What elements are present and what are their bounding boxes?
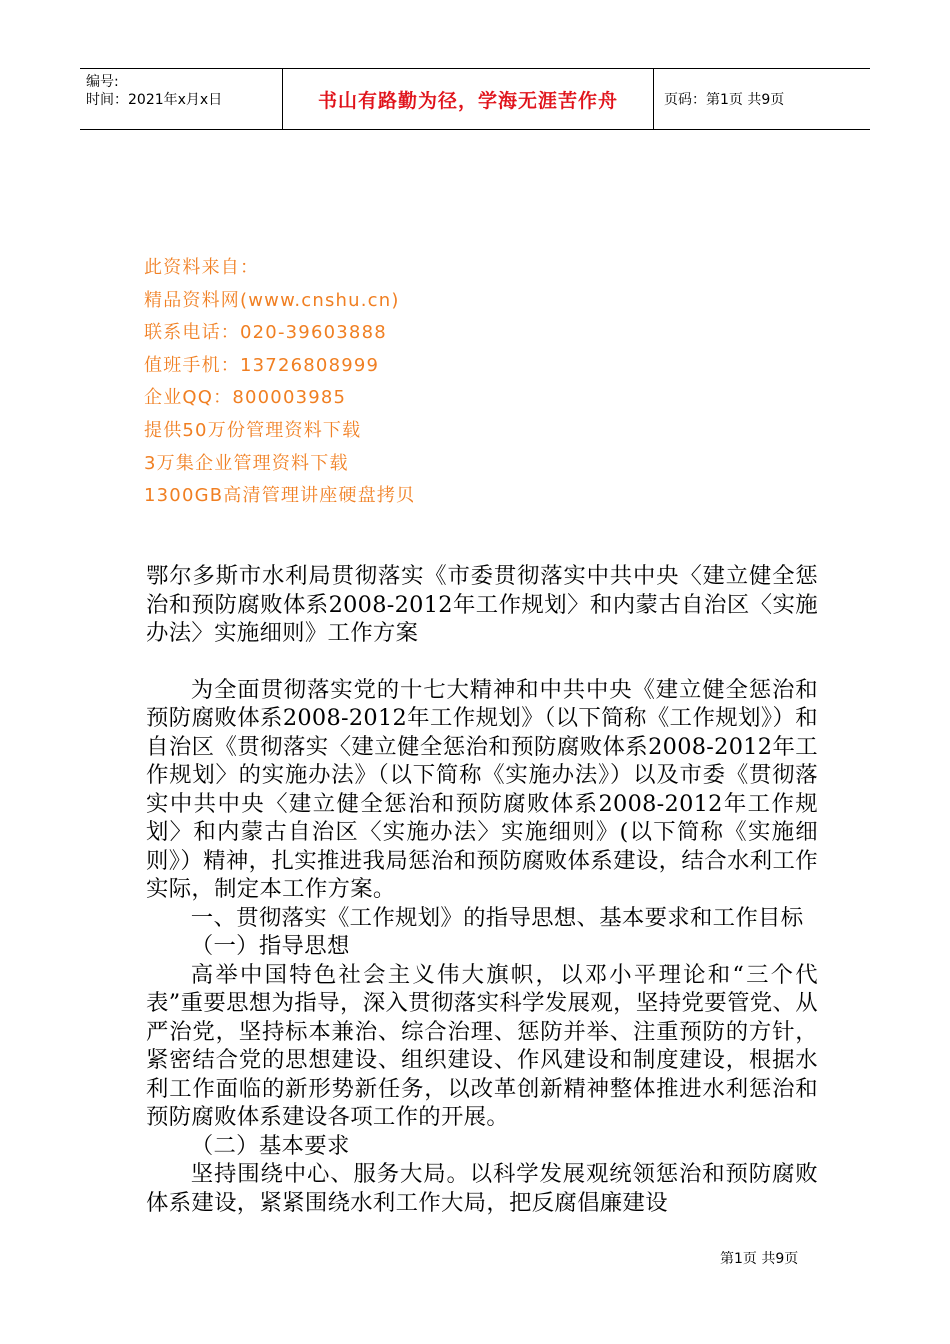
intro-paragraph: 为全面贯彻落实党的十七大精神和中共中央《建立健全惩治和预防腐败体系2008-2012年工作规划》（以下简称《工作规划》）和自治区《贯彻落实〈建立健全惩治和预防腐败体系2008-2012年工作规划〉的实施办法》（以下简称《实施办法》）以及市委《贯彻落实中共中央〈建立健全惩治和预防腐败体系2008-2012年工作规划〉和内蒙古自治区〈实施办法〉实施细则》(以下简称《实施细则》）精神，扎实推进我局惩治和预防腐败体系建设，结合水利工作实际，制定本工作方案。 bbox=[146, 676, 818, 902]
time-label: 时间：2021年x月x日 bbox=[86, 92, 223, 108]
source-line: 1300GB高清管理讲座硬盘拷贝 bbox=[144, 485, 416, 507]
source-info-block bbox=[144, 252, 415, 513]
subsection-heading: （二）基本要求 bbox=[190, 1132, 350, 1159]
subsection-heading: （一）指导思想 bbox=[190, 933, 350, 959]
basic-requirements-paragraph: 坚持围绕中心、服务大局。以科学发展观统领惩治和预防腐败体系建设，紧紧围绕水利工作大局，把反腐倡廉建设 bbox=[146, 1161, 818, 1216]
source-line: 精品资料网(www.cnshu.cn) bbox=[144, 289, 400, 311]
header-meta bbox=[86, 73, 222, 109]
source-line: 此资料来自： bbox=[144, 257, 260, 278]
source-line: 联系电话：020-39603888 bbox=[144, 322, 387, 344]
source-line: 提供50万份管理资料下载 bbox=[144, 419, 362, 441]
source-line: 值班手机：13726808999 bbox=[144, 354, 380, 376]
number-label: 编号: bbox=[86, 74, 119, 90]
header-page-label: 页码：第1页 共9页 bbox=[664, 92, 785, 108]
section-heading: 一、贯彻落实《工作规划》的指导思想、基本要求和工作目标 bbox=[190, 904, 804, 931]
document-body bbox=[146, 562, 818, 1217]
document-title: 鄂尔多斯市水利局贯彻落实《市委贯彻落实中共中央〈建立健全惩治和预防腐败体系2008-2012年工作规划〉和内蒙古自治区〈实施办法〉实施细则》工作方案 bbox=[146, 563, 818, 646]
source-line: 3万集企业管理资料下载 bbox=[144, 452, 349, 474]
guiding-thought-paragraph: 高举中国特色社会主义伟大旗帜，以邓小平理论和“三个代表”重要思想为指导，深入贯彻落实科学发展观，坚持党要管党、从严治党，坚持标本兼治、综合治理、惩防并举、注重预防的方针，紧密结合党的思想建设、组织建设、作风建设和制度建设，根据水利工作面临的新形势新任务，以改革创新精神整体推进水利惩治和预防腐败体系建设各项工作的开展。 bbox=[146, 961, 818, 1130]
page-header bbox=[80, 68, 870, 130]
page-footer: 第1页 共9页 bbox=[720, 1251, 799, 1267]
header-motto: 书山有路勤为径，学海无涯苦作舟 bbox=[282, 69, 654, 129]
source-line: 企业QQ：800003985 bbox=[144, 387, 347, 409]
